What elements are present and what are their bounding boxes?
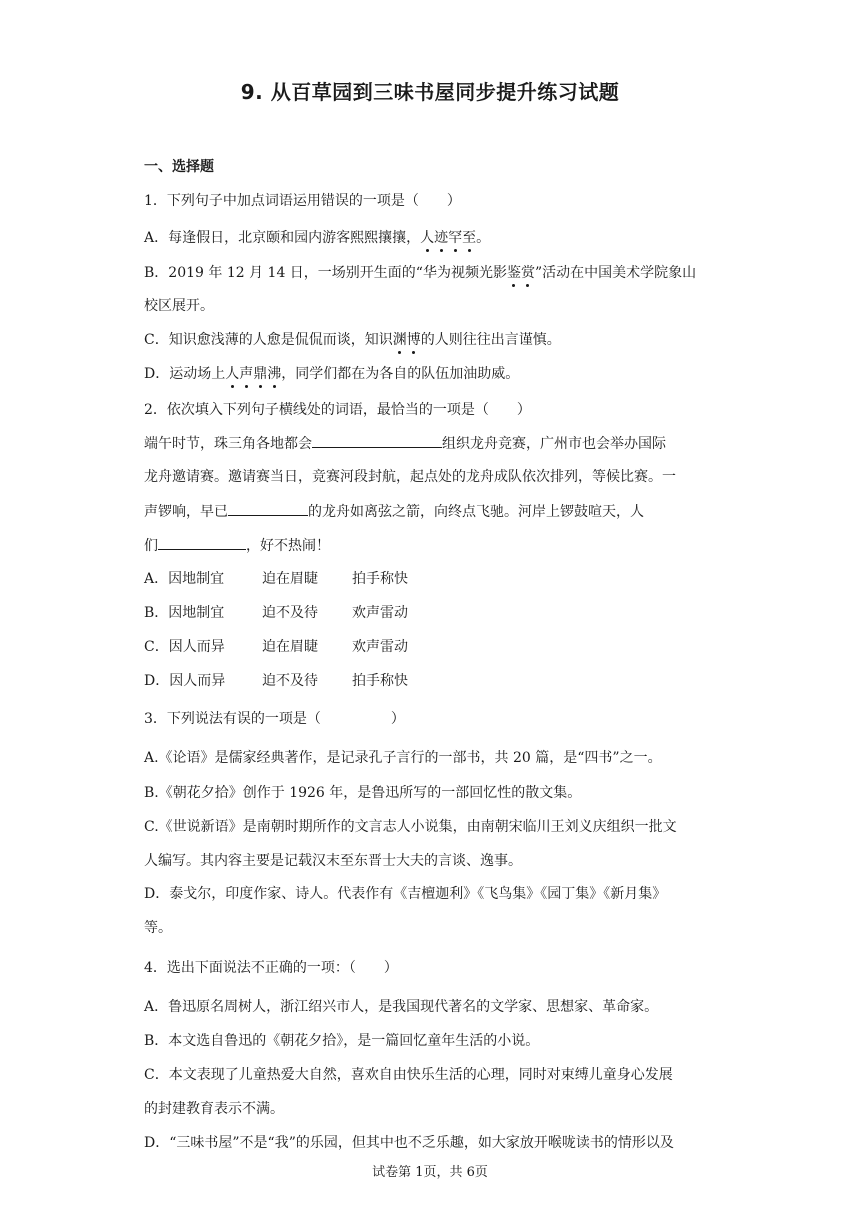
fill-blank-1 [312, 433, 442, 448]
question-4-option-b: B．本文选自鲁迅的《朝花夕拾》，是一篇回忆童年生活的小说。 [144, 1033, 540, 1049]
question-2-option-c: C．因人而异 迫在眉睫 欢声雷动 [144, 639, 408, 655]
page-title: 9. 从百草园到三味书屋同步提升练习试题 [240, 80, 620, 104]
question-2-stem: 2．依次填入下列句子横线处的词语，最恰当的一项是（ ） [144, 402, 531, 418]
question-1-option-c: C．知识愈浅薄的人愈是侃侃而谈，知识渊博的人则往往出言谨慎。 [144, 332, 561, 348]
question-1-option-b-cont: 校区展开。 [144, 298, 214, 314]
question-3-option-c-cont: 人编写。其内容主要是记载汉末至东晋士大夫的言谈、逸事。 [144, 853, 522, 869]
question-1-option-b: B．2019 年 12 月 14 日，一场别开生面的“华为视频光影鉴赏”活动在中国美术学院象山 [144, 265, 697, 281]
question-2-option-a: A．因地制宜 迫在眉睫 拍手称快 [144, 571, 408, 587]
fill-blank-2 [228, 501, 308, 516]
question-4-option-a: A．鲁迅原名周树人，浙江绍兴市人，是我国现代著名的文学家、思想家、革命家。 [144, 999, 659, 1015]
fill-blank-3 [158, 535, 246, 550]
question-3-stem: 3．下列说法有误的一项是（ ） [144, 711, 405, 727]
question-3-option-a: A.《论语》是儒家经典著作，是记录孔子言行的一部书，共 20 篇，是“四书”之一。 [144, 750, 662, 766]
question-3-option-b: B.《朝花夕拾》创作于 1926 年，是鲁迅所写的一部回忆性的散文集。 [144, 785, 582, 801]
question-3-option-d: D．泰戈尔，印度作家、诗人。代表作有《吉檀迦利》《飞鸟集》《园丁集》《新月集》 [144, 886, 667, 902]
question-4-option-c: C．本文表现了儿童热爱大自然，喜欢自由快乐生活的心理，同时对束缚儿童身心发展 [144, 1067, 673, 1083]
question-2-passage-line-3: 声锣响，早已 的龙舟如离弦之箭，向终点飞驰。河岸上锣鼓喧天，人 [144, 501, 644, 522]
question-3-option-d-cont: 等。 [144, 920, 172, 936]
question-2-passage-line-2: 龙舟邀请赛。邀请赛当日，竞赛河段封航，起点处的龙舟成队依次排列，等候比赛。一 [144, 469, 676, 485]
page-footer: 试卷第 1页，共 6页 [372, 1165, 488, 1180]
question-2-passage-line-1: 端午时节，珠三角各地都会 组织龙舟竞赛，广州市也会举办国际 [144, 433, 666, 454]
question-2-passage-line-4: 们 ，好不热闹！ [144, 535, 330, 556]
question-1-option-d: D．运动场上人声鼎沸，同学们都在为各自的队伍加油助威。 [144, 366, 520, 382]
question-2-option-d: D．因人而异 迫不及待 拍手称快 [144, 673, 408, 689]
question-4-option-c-cont: 的封建教育表示不满。 [144, 1101, 284, 1117]
question-4-option-d: D．“三味书屋”不是“我”的乐园，但其中也不乏乐趣，如大家放开喉咙读书的情形以及 [144, 1135, 674, 1151]
question-3-option-c: C.《世说新语》是南朝时期所作的文言志人小说集，由南朝宋临川王刘义庆组织一批文 [144, 819, 677, 835]
question-4-stem: 4．选出下面说法不正确的一项：（ ） [144, 960, 398, 976]
question-2-option-b: B．因地制宜 迫不及待 欢声雷动 [144, 605, 408, 621]
question-1-stem: 1．下列句子中加点词语运用错误的一项是（ ） [144, 193, 461, 209]
section-heading: 一、选择题 [144, 159, 214, 175]
question-1-option-a: A．每逢假日，北京颐和园内游客熙熙攘攘，人迹罕至。 [144, 230, 491, 246]
